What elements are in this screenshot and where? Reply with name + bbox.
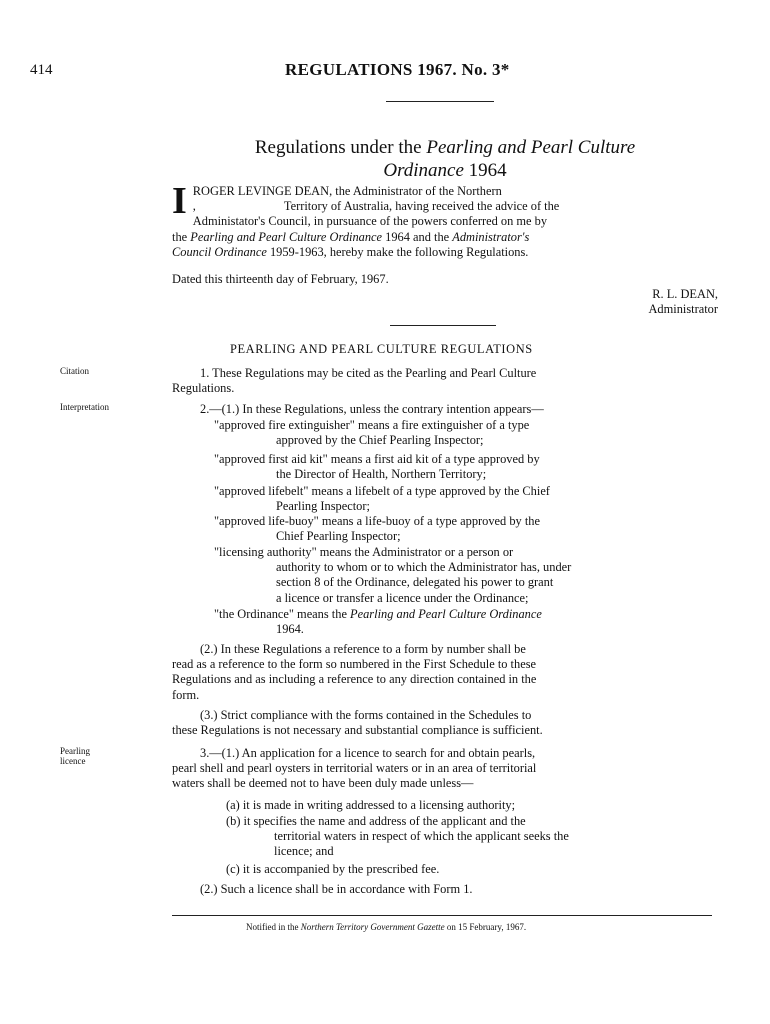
footnote-rule: [172, 915, 712, 916]
signer-name: R. L. DEAN,: [652, 287, 718, 301]
title-line1-italic: Pearling and Pearl Culture: [426, 137, 636, 158]
title-line2-italic: Ordinance: [383, 160, 464, 181]
def-fire-extinguisher: "approved fire extinguisher" means a fire extinguisher of a type approved by the Chief Pearling Inspector;: [214, 418, 530, 448]
margin-note-pearling-licence: Pearling licence: [60, 746, 90, 766]
reg2-sub2: (2.) In these Regulations a reference to a form by number shall be read as a reference to the form so numbered in the First Schedule to these Regulations and as including a reference to any direction contained in the form.: [172, 642, 537, 702]
running-head: REGULATIONS 1967. No. 3*: [285, 60, 510, 79]
preamble-line1: ROGER LEVINGE DEAN, the Administrator of the Northern: [192, 184, 502, 198]
reg3-item-a: (a) it is made in writing addressed to a licensing authority;: [226, 798, 516, 812]
reg2-sub3: (3.) Strict compliance with the forms contained in the Schedules to these Regulations is not necessary and substantial compliance is sufficient.: [172, 708, 543, 738]
def-life-buoy: "approved life-buoy" means a life-buoy of a type approved by the Chief Pearling Inspector;: [214, 514, 540, 544]
section-rule: [390, 325, 496, 326]
regulations-heading: PEARLING AND PEARL CULTURE REGULATIONS: [230, 342, 533, 356]
margin-note-citation: Citation: [60, 366, 89, 376]
def-licensing-authority: "licensing authority" means the Administrator or a person or authority to whom or to which the Administrator has, under section 8 of the Ordinance, delegated his power to grant a licence or transfer a licence under the Ordinance;: [214, 545, 572, 605]
reg3-sub2: (2.) Such a licence shall be in accordance with Form 1.: [200, 882, 473, 896]
reg3: 3.—(1.) An application for a licence to search for and obtain pearls, pearl shell and pearl oysters in territorial waters or in an area of territorial waters shall be deemed not to have been duly made unless—: [172, 746, 537, 791]
dropcap: I: [172, 180, 187, 222]
preamble-line2: , Territory of Australia, having received the advice of the: [192, 199, 560, 214]
reg2-intro: 2.—(1.) In these Regulations, unless the contrary intention appears—: [200, 402, 544, 416]
reg1: 1. These Regulations may be cited as the Pearling and Pearl Culture Regulations.: [172, 366, 537, 396]
preamble-line3: Administator's Council, in pursuance of the powers conferred on me by: [192, 214, 548, 229]
preamble: [172, 180, 718, 260]
def-ordinance: "the Ordinance" means the Pearling and Pearl Culture Ordinance 1964.: [214, 607, 542, 637]
reg3-item-c: (c) it is accompanied by the prescribed fee.: [226, 862, 440, 876]
page-number: 414: [30, 62, 53, 78]
footnote: Notified in the Northern Territory Government Gazette on 15 February, 1967.: [246, 922, 527, 932]
signer-title: Administrator: [648, 302, 718, 316]
title-line1-plain: Regulations under the: [254, 137, 427, 158]
signer: [648, 287, 718, 317]
document-title: [150, 136, 740, 182]
reg3-item-b: (b) it specifies the name and address of the applicant and the territorial waters in respect of which the applicant seeks the licence; and: [226, 814, 569, 859]
head-rule: [386, 101, 494, 102]
margin-note-interpretation: Interpretation: [60, 402, 109, 412]
def-first-aid-kit: "approved first aid kit" means a first aid kit of a type approved by the Director of Health, Northern Territory;: [214, 452, 540, 482]
title-line2-plain: 1964: [463, 160, 507, 181]
dated-line: Dated this thirteenth day of February, 1967.: [172, 272, 389, 286]
preamble-line4: the Pearling and Pearl Culture Ordinance 1964 and the Administrator's: [172, 229, 530, 244]
def-lifebelt: "approved lifebelt" means a lifebelt of a type approved by the Chief Pearling Inspector;: [214, 484, 550, 514]
preamble-line5: Council Ordinance 1959-1963, hereby make the following Regulations.: [172, 244, 529, 259]
